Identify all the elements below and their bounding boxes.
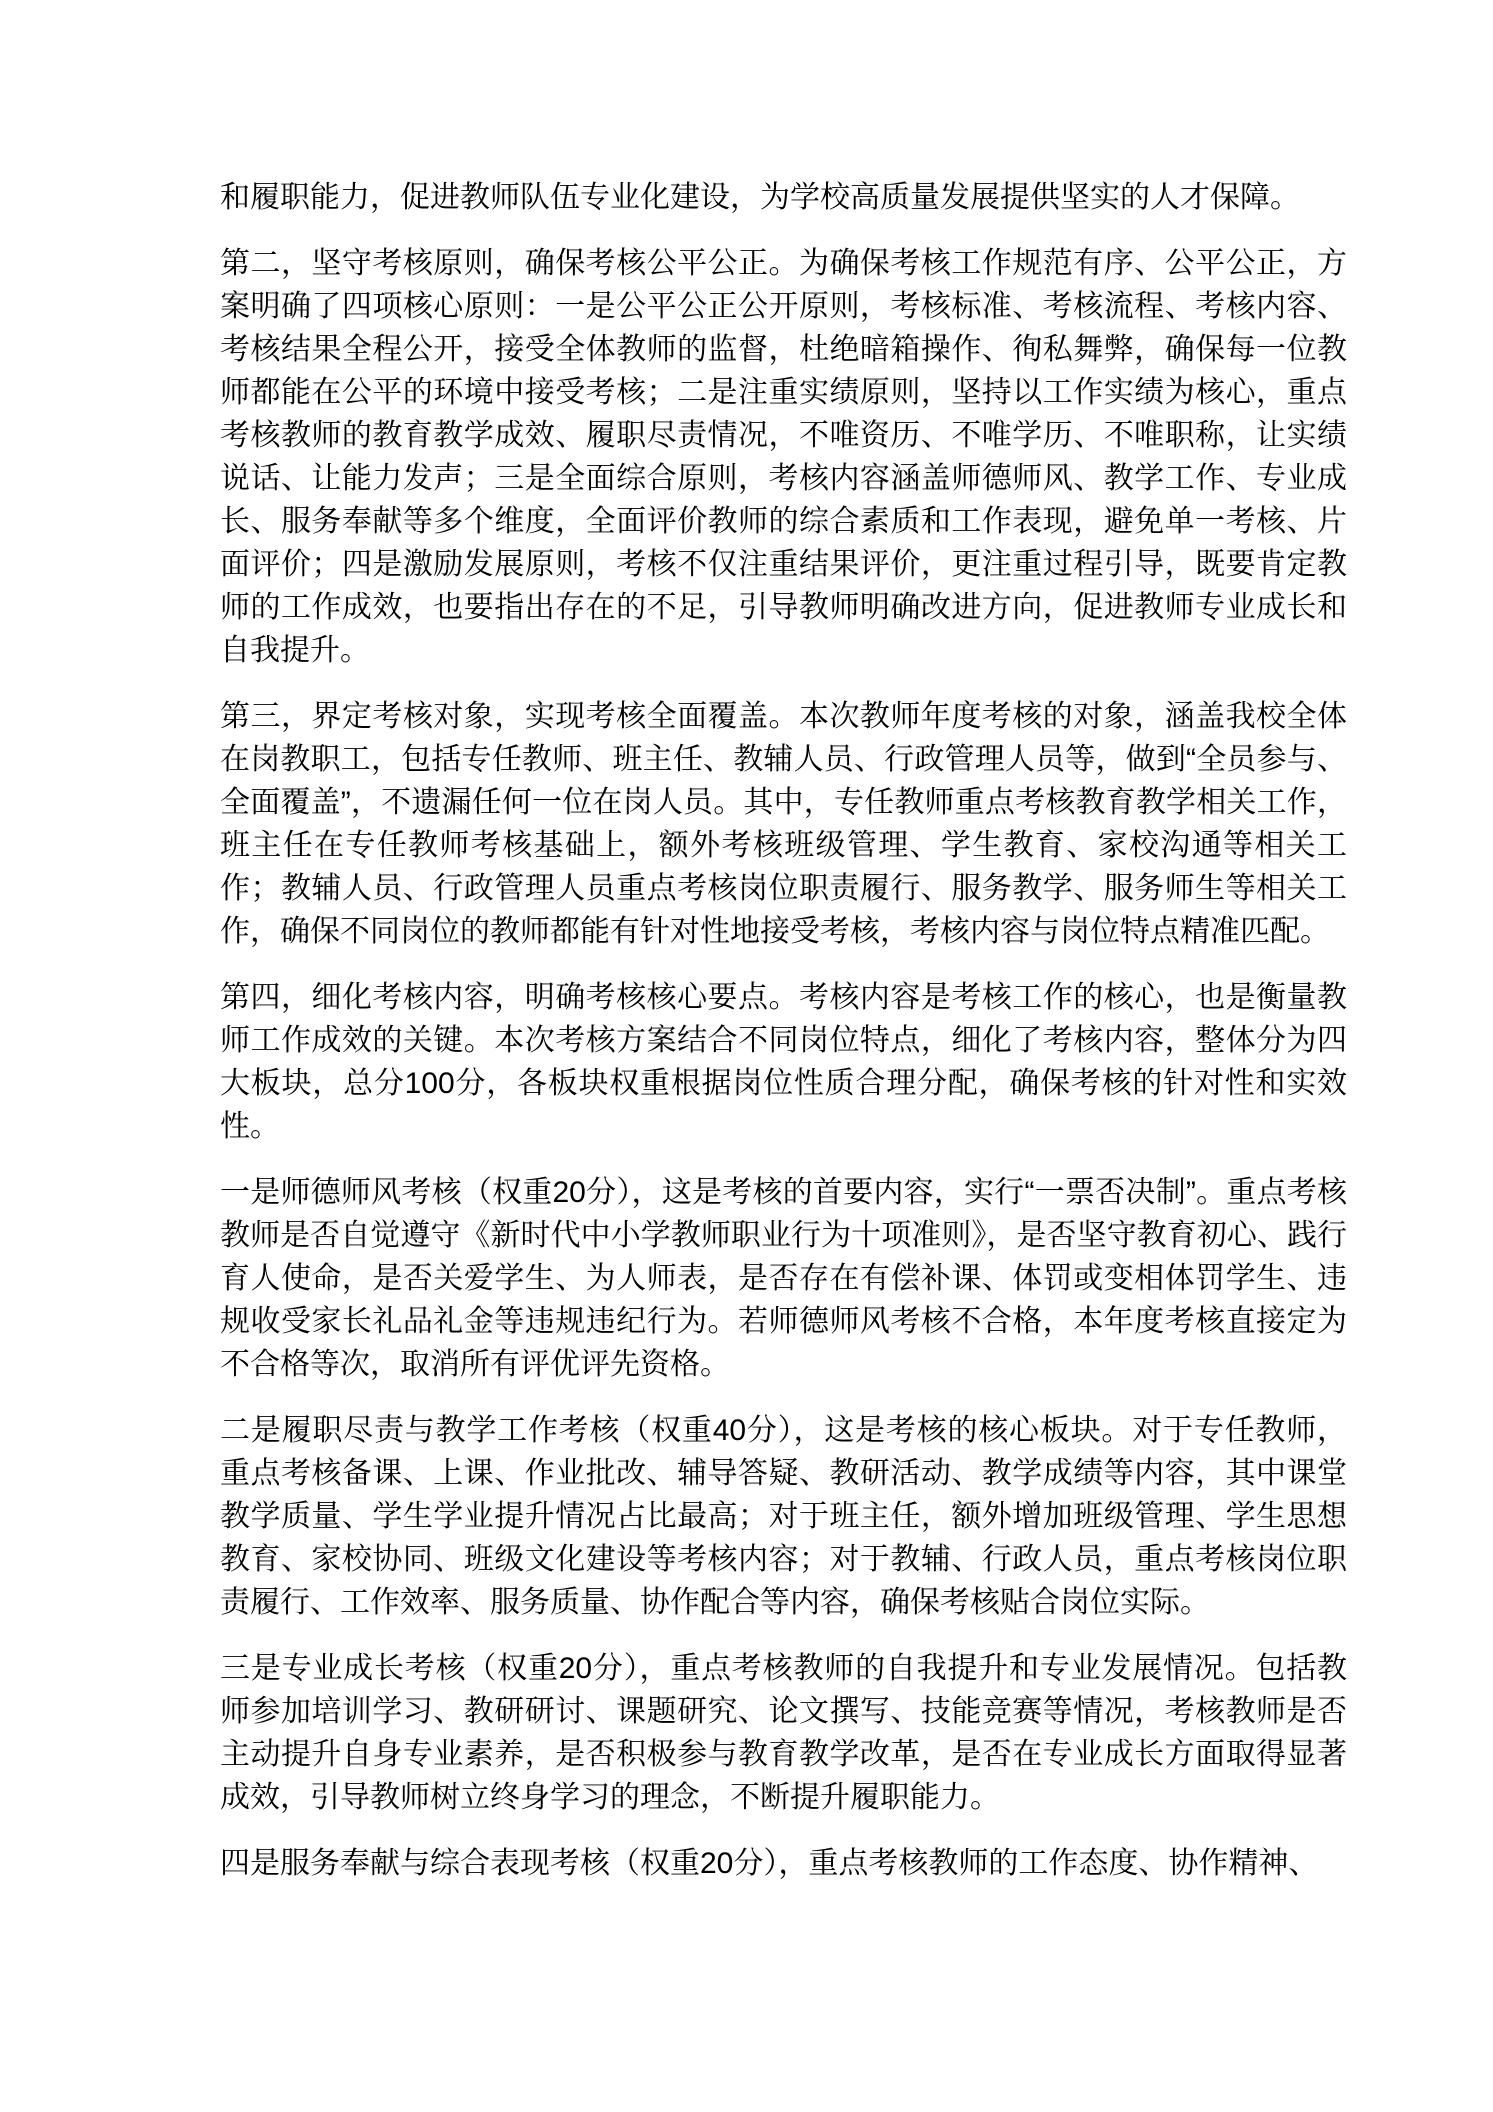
- paragraph: 第四，细化考核内容，明确考核核心要点。考核内容是考核工作的核心，也是衡量教师工作成效的关键。本次考核方案结合不同岗位特点，细化了考核内容，整体分为四大板块，总分100分，各板块权重根据岗位性质合理分配，确保考核的针对性和实效性。: [220, 981, 1347, 1143]
- paragraph: 第二，坚守考核原则，确保考核公平公正。为确保考核工作规范有序、公平公正，方案明确了四项核心原则：一是公平公正公开原则，考核标准、考核流程、考核内容、考核结果全程公开，接受全体教师的监督，杜绝暗箱操作、徇私舞弊，确保每一位教师都能在公平的环境中接受考核；二是注重实绩原则，坚持以工作实绩为核心，重点考核教师的教育教学成效、履职尽责情况，不唯资历、不唯学历、不唯职称，让实绩说话、让能力发声；三是全面综合原则，考核内容涵盖师德师风、教学工作、专业成长、服务奉献等多个维度，全面评价教师的综合素质和工作表现，避免单一考核、片面评价；四是激励发展原则，考核不仅注重结果评价，更注重过程引导，既要肯定教师的工作成效，也要指出存在的不足，引导教师明确改进方向，促进教师专业成长和自我提升。: [220, 247, 1347, 667]
- paragraph: 二是履职尽责与教学工作考核（权重40分），这是考核的核心板块。对于专任教师，重点考核备课、上课、作业批改、辅导答疑、教研活动、教学成绩等内容，其中课堂教学质量、学生学业提升情况占比最高；对于班主任，额外增加班级管理、学生思想教育、家校协同、班级文化建设等考核内容；对于教辅、行政人员，重点考核岗位职责履行、工作效率、服务质量、协作配合等内容，确保考核贴合岗位实际。: [220, 1414, 1347, 1619]
- document-body: [220, 176, 1347, 1885]
- paragraph: 第三，界定考核对象，实现考核全面覆盖。本次教师年度考核的对象，涵盖我校全体在岗教职工，包括专任教师、班主任、教辅人员、行政管理人员等，做到“全员参与、全面覆盖”，不遗漏任何一位在岗人员。其中，专任教师重点考核教育教学相关工作，班主任在专任教师考核基础上，额外考核班级管理、学生教育、家校沟通等相关工作；教辅人员、行政管理人员重点考核岗位职责履行、服务教学、服务师生等相关工作，确保不同岗位的教师都能有针对性地接受考核，考核内容与岗位特点精准匹配。: [220, 700, 1347, 948]
- paragraph: 四是服务奉献与综合表现考核（权重20分），重点考核教师的工作态度、协作精神、: [220, 1847, 1319, 1880]
- paragraph: 三是专业成长考核（权重20分），重点考核教师的自我提升和专业发展情况。包括教师参加培训学习、教研研讨、课题研究、论文撰写、技能竞赛等情况，考核教师是否主动提升自身专业素养，是否积极参与教育教学改革，是否在专业成长方面取得显著成效，引导教师树立终身学习的理念，不断提升履职能力。: [220, 1652, 1347, 1814]
- paragraph: 一是师德师风考核（权重20分），这是考核的首要内容，实行“一票否决制”。重点考核教师是否自觉遵守《新时代中小学教师职业行为十项准则》，是否坚守教育初心、践行育人使命，是否关爱学生、为人师表，是否存在有偿补课、体罚或变相体罚学生、违规收受家长礼品礼金等违规违纪行为。若师德师风考核不合格，本年度考核直接定为不合格等次，取消所有评优评先资格。: [220, 1176, 1347, 1381]
- paragraph: 和履职能力，促进教师队伍专业化建设，为学校高质量发展提供坚实的人才保障。: [220, 181, 1300, 214]
